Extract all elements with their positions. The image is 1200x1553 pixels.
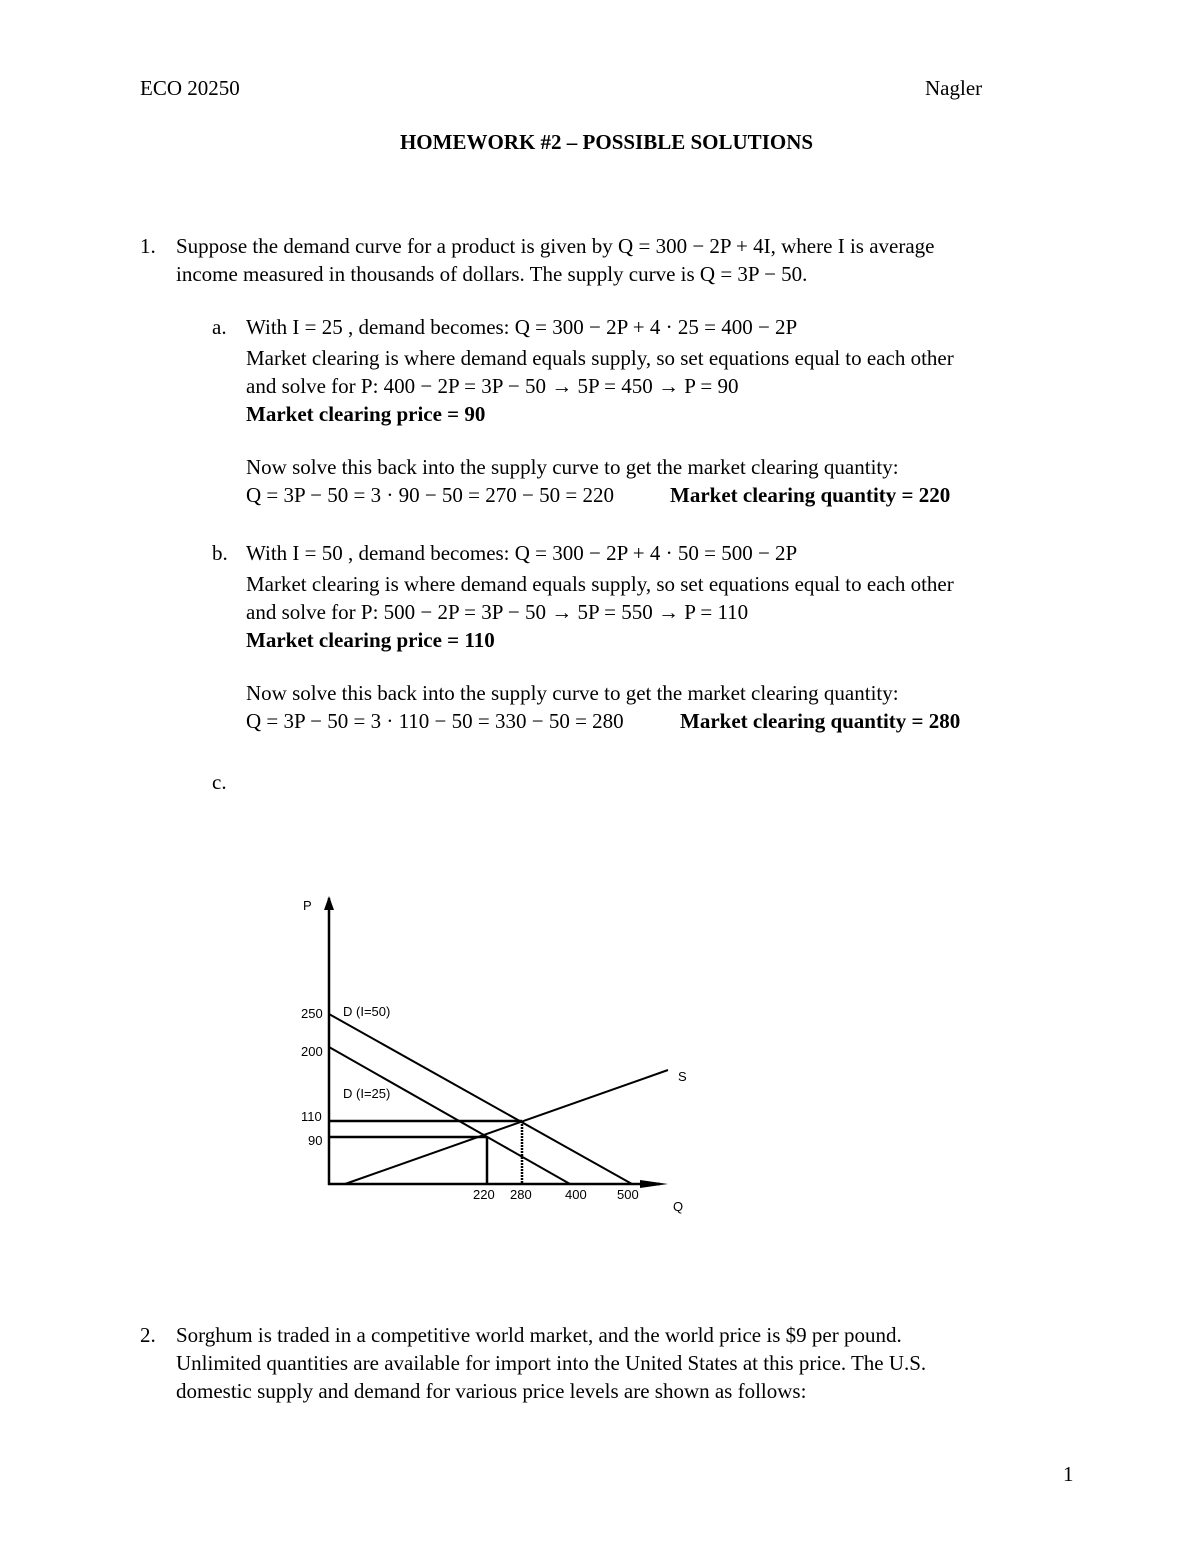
q1a-calc: Q = 3P − 50 = 3 · 90 − 50 = 270 − 50 = 220 <box>246 483 614 507</box>
x-axis-label: Q <box>673 1199 684 1214</box>
demand-i25-label: D (I=25) <box>343 1086 391 1101</box>
x-axis-arrow <box>640 1180 668 1188</box>
supply-label: S <box>678 1069 687 1084</box>
q1b-quantity: Market clearing quantity = 280 <box>680 709 961 733</box>
q2-line-1: Sorghum is traded in a competitive world market, and the world price is $9 per pound. <box>176 1323 902 1347</box>
q1b-line-1: With I = 50 , demand becomes: Q = 300 − 2P + 4 · 50 = 500 − 2P <box>246 541 798 565</box>
x-tick-400: 400 <box>565 1187 587 1202</box>
demand-i50-label: D (I=50) <box>343 1004 391 1019</box>
x-tick-500: 500 <box>617 1187 639 1202</box>
course-code: ECO 20250 <box>140 76 240 100</box>
q1-line-1: Suppose the demand curve for a product is given by Q = 300 − 2P + 4I, where I is average <box>176 234 935 258</box>
page-title: HOMEWORK #2 – POSSIBLE SOLUTIONS <box>399 130 814 154</box>
q1a-line-2: Market clearing is where demand equals supply, so set equations equal to each other <box>246 346 954 370</box>
q1a-price: Market clearing price = 90 <box>246 402 486 426</box>
q1-number: 1. <box>140 234 156 258</box>
y-tick-200: 200 <box>301 1044 323 1059</box>
q1b-label: b. <box>212 541 228 565</box>
x-tick-280: 280 <box>510 1187 532 1202</box>
q1b-line-3: and solve for P: 500 − 2P = 3P − 50 → 5P = 550 → P = 110 <box>246 600 749 624</box>
q2-number: 2. <box>140 1323 156 1347</box>
demand-curve-i25 <box>329 1047 570 1184</box>
x-tick-220: 220 <box>473 1187 495 1202</box>
q1b-line-5: Now solve this back into the supply curve to get the market clearing quantity: <box>246 681 899 705</box>
q1a-label: a. <box>212 315 227 339</box>
q1a-line-5: Now solve this back into the supply curve to get the market clearing quantity: <box>246 455 899 479</box>
q1c-label: c. <box>212 770 227 794</box>
y-axis-label: P <box>303 898 312 913</box>
y-tick-250: 250 <box>301 1006 323 1021</box>
q2-line-2: Unlimited quantities are available for import into the United States at this price. The U.S. <box>176 1351 927 1375</box>
q1b-line-2: Market clearing is where demand equals supply, so set equations equal to each other <box>246 572 954 596</box>
author-name: Nagler <box>925 76 983 100</box>
q1a-line-3: and solve for P: 400 − 2P = 3P − 50 → 5P = 450 → P = 90 <box>246 374 739 398</box>
y-axis-arrow <box>324 896 334 910</box>
q1b-calc: Q = 3P − 50 = 3 · 110 − 50 = 330 − 50 = 280 <box>246 709 624 733</box>
page-number: 1 <box>1063 1462 1074 1486</box>
q1b-price: Market clearing price = 110 <box>246 628 495 652</box>
q1-line-2: income measured in thousands of dollars. The supply curve is Q = 3P − 50. <box>176 262 808 286</box>
y-tick-110: 110 <box>301 1109 322 1124</box>
q1a-line-1: With I = 25 , demand becomes: Q = 300 − 2P + 4 · 25 = 400 − 2P <box>246 315 798 339</box>
y-tick-90: 90 <box>308 1133 323 1148</box>
supply-curve <box>345 1070 668 1184</box>
q2-line-3: domestic supply and demand for various price levels are shown as follows: <box>176 1379 807 1403</box>
q1a-quantity: Market clearing quantity = 220 <box>670 483 951 507</box>
